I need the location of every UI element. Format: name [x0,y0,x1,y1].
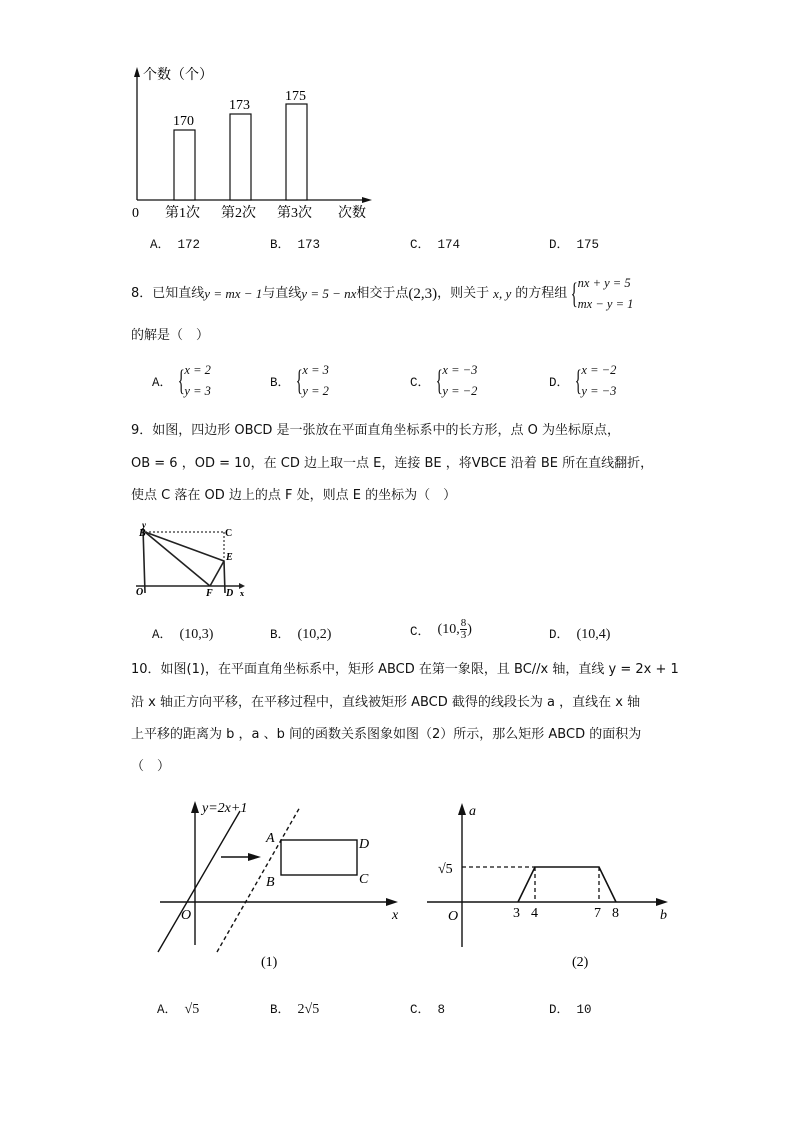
option-value-prefix: (10, [437,621,460,637]
equation-2: y = 3 [184,384,211,398]
label-c: C [359,872,369,887]
label-f: F [206,588,213,599]
q8-option-b[interactable] [270,360,329,402]
option-letter: C． [410,238,431,252]
brace-icon: { [177,364,185,397]
x-tick-2: 第2次 [221,206,256,221]
tick-4: 4 [531,906,538,921]
option-value: 8 [437,1003,446,1017]
label-x: x [392,908,399,923]
y-axis-arrow-icon [134,67,140,77]
brace-icon: { [435,364,443,397]
x-tick-3: 第3次 [277,206,312,221]
equation-1: x = 2 [184,363,211,377]
segment-ed [224,561,225,593]
numerator: 8 [460,617,467,629]
x-axis-label: 次数 [338,206,366,221]
segment-be [145,532,224,561]
label-a: A [266,831,275,846]
option-value: 174 [437,238,461,252]
fraction [460,618,468,641]
option-letter: B． [270,1003,291,1017]
option-value: (10,3) [179,627,214,642]
label-b: b [660,908,667,923]
option-value: 172 [177,238,201,252]
option-value: (10,4) [576,627,611,642]
arrow-right-icon [248,853,261,861]
q8-line2-equation: y = 5 − nx [301,286,357,301]
q8-line1-equation: y = mx − 1 [204,286,263,301]
y-axis-label: 个数（个） [143,68,213,83]
brace-icon: { [570,277,579,310]
a-axis-arrow-icon [458,803,466,815]
q8-text: 相交于点 [356,286,409,301]
label-b: B [266,875,275,890]
tick-8: 8 [612,906,619,921]
bar-1-value: 170 [173,114,194,129]
q10-option-b[interactable] [270,999,319,1018]
q10-line-2: 沿 x 轴正方向平移，在平移过程中，直线被矩形 ABCD 截得的线段长为 a ，直线在 x 轴 [131,695,641,710]
option-letter: A． [152,628,173,642]
q10-option-c[interactable] [410,999,445,1017]
option-value: 173 [297,238,321,252]
bar-3 [286,104,307,200]
option-letter: B． [270,376,291,390]
equation-2: y = −3 [581,384,617,398]
option-letter: A． [157,1003,178,1017]
equation-2: mx − y = 1 [577,297,634,311]
option-letter: D． [549,238,570,252]
q7-option-d[interactable] [549,234,599,252]
option-letter: A． [152,376,173,390]
option-letter: B． [270,628,291,642]
label-e: E [226,552,233,563]
option-letter: A． [150,238,171,252]
q7-option-a[interactable] [150,234,200,252]
q8-question [131,273,633,315]
figure-caption: (1) [261,955,278,970]
option-value: √5 [184,1002,200,1017]
x-axis-arrow-icon [386,898,398,906]
bar-1 [174,130,195,200]
segment-bf [145,532,210,586]
option-letter: D． [549,1003,570,1017]
q8-vars: x, y [493,286,512,301]
q8-option-d[interactable] [549,360,616,402]
q8-question-tail: 的解是（ ） [131,328,210,343]
option-letter: C． [410,376,431,390]
x-axis-arrow-icon [362,197,372,203]
equation-1: x = −2 [581,363,617,377]
bar-3-value: 175 [285,89,306,104]
q9-line-3: 使点 C 落在 OD 边上的点 F 处，则点 E 的坐标为（ ） [131,488,457,503]
option-letter: D． [549,628,570,642]
tick-3: 3 [513,906,520,921]
question-number: 8． [131,286,153,301]
label-o: O [136,587,144,598]
q8-text: 已知直线 [152,286,205,301]
q10-line-4: （ ） [131,759,171,774]
option-letter: C． [410,624,431,639]
option-value-suffix: ) [467,621,472,637]
q9-line-2: OB = 6 ，OD = 10，在 CD 边上取一点 E，连接 BE ，将VBCE 沿着 BE 所在直线翻折， [131,456,654,471]
q9-option-d[interactable] [549,624,610,643]
bar-2-value: 173 [229,98,250,113]
option-value: 2√5 [297,1002,320,1017]
label-a: a [469,804,476,819]
label-b: B [139,528,146,539]
option-value: (10,2) [297,627,332,642]
x-tick-1: 第1次 [165,206,200,221]
equation-2: y = 2 [302,384,329,398]
line-label: y=2x+1 [202,801,248,816]
bar-2 [230,114,251,200]
q10-figure-1 [150,795,410,975]
rectangle-abcd [281,840,357,875]
option-letter: C． [410,1003,431,1017]
equation-1: x = −3 [442,363,478,377]
q8-option-c[interactable] [410,360,477,402]
q7-option-b[interactable] [270,234,320,252]
denominator: 3 [460,629,467,641]
equation-1: x = 3 [302,363,329,377]
q10-line-3: 上平移的距离为 b ，a 、b 间的函数关系图象如图（2）所示，那么矩形 ABCD 的面积为 [131,727,642,742]
equation-2: y = −2 [442,384,478,398]
q9-option-b[interactable] [270,624,331,643]
option-value: 10 [576,1003,592,1017]
q8-option-a[interactable] [152,360,211,402]
q8-point: (2,3) [408,286,438,302]
bar-chart [120,55,380,225]
q8-text: ，则关于 [437,286,490,301]
label-x: x [240,589,244,598]
q8-equation-system [567,273,633,315]
q9-figure [132,520,252,600]
label-sqrt5: √5 [438,862,453,877]
q9-line-1: 9．如图，四边形 OBCD 是一张放在平面直角坐标系中的长方形，点 O 为坐标原点， [131,423,621,438]
brace-icon: { [295,364,303,397]
origin-label: 0 [132,206,139,221]
q10-option-d[interactable] [549,999,592,1017]
q8-text: 与直线 [262,286,302,301]
option-value: 175 [576,238,600,252]
figure-caption: (2) [572,955,589,970]
q10-line-1: 10．如图(1)，在平面直角坐标系中，矩形 ABCD 在第一象限，且 BC//x 轴，直线 y = 2x + 1 [131,662,679,677]
q9-option-c[interactable] [410,618,472,641]
label-c: C [225,528,233,539]
label-o: O [181,908,192,923]
option-letter: D． [549,376,570,390]
label-d: D [359,837,370,852]
tick-7: 7 [594,906,601,921]
equation-1: nx + y = 5 [577,276,631,290]
label-y: y [142,520,146,530]
brace-icon: { [574,364,582,397]
q10-figure-2 [420,795,680,975]
y-axis-arrow-icon [191,801,199,813]
label-o: O [448,909,459,924]
q7-option-c[interactable] [410,234,460,252]
q10-option-a[interactable] [157,999,199,1018]
trapezoid-graph [518,867,616,902]
q8-text: 的方程组 [515,286,568,301]
line-y-2x-1 [158,811,240,952]
segment-ef [210,561,224,586]
q9-option-a[interactable] [152,624,213,643]
label-d: D [226,588,234,599]
option-letter: B． [270,238,291,252]
b-axis-arrow-icon [656,898,668,906]
